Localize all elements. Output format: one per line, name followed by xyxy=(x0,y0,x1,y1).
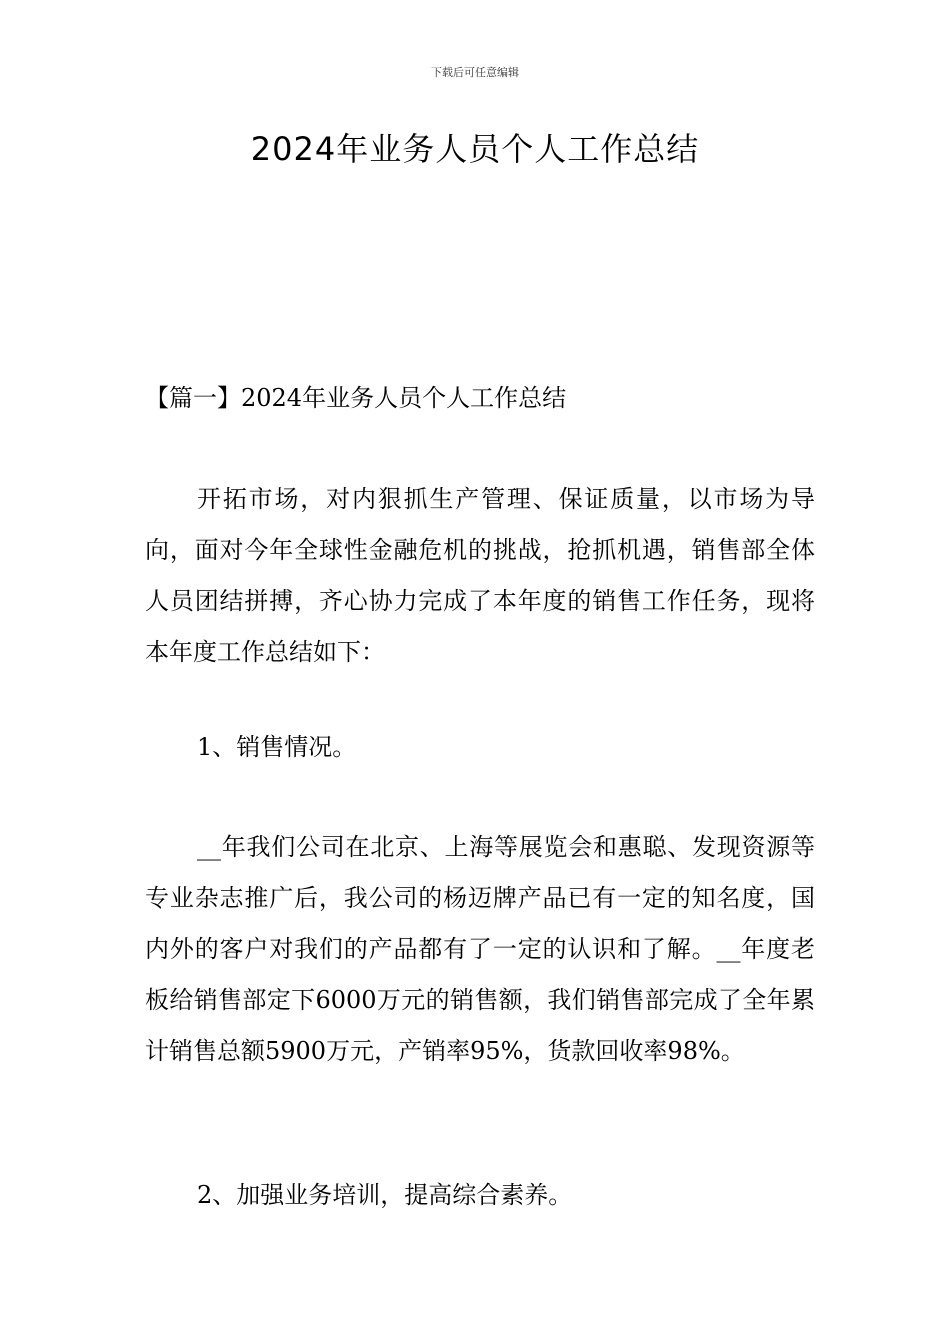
sales-paragraph: __年我们公司在北京、上海等展览会和惠聪、发现资源等专业杂志推广后，我公司的杨迈牌产品已有一定的知名度，国内外的客户对我们的产品都有了一定的认识和了解。__年度老板给销售部定下6000万元的销售额，我们销售部完成了全年累计销售总额5900万元，产销率95%，货款回收率98%。 xyxy=(145,833,815,1065)
intro-paragraph: 开拓市场，对内狠抓生产管理、保证质量，以市场为导向，面对今年全球性金融危机的挑战，抢抓机遇，销售部全体人员团结拼搏，齐心协力完成了本年度的销售工作任务，现将本年度工作总结如下： xyxy=(145,485,815,666)
header-note: 下载后可任意编辑 xyxy=(431,66,519,79)
page-title: 2024年业务人员个人工作总结 xyxy=(250,130,700,168)
subheading-training: 2、加强业务培训，提高综合素养。 xyxy=(197,1181,573,1209)
section-heading: 【篇一】2024年业务人员个人工作总结 xyxy=(145,384,567,412)
subheading-sales: 1、销售情况。 xyxy=(197,733,357,761)
